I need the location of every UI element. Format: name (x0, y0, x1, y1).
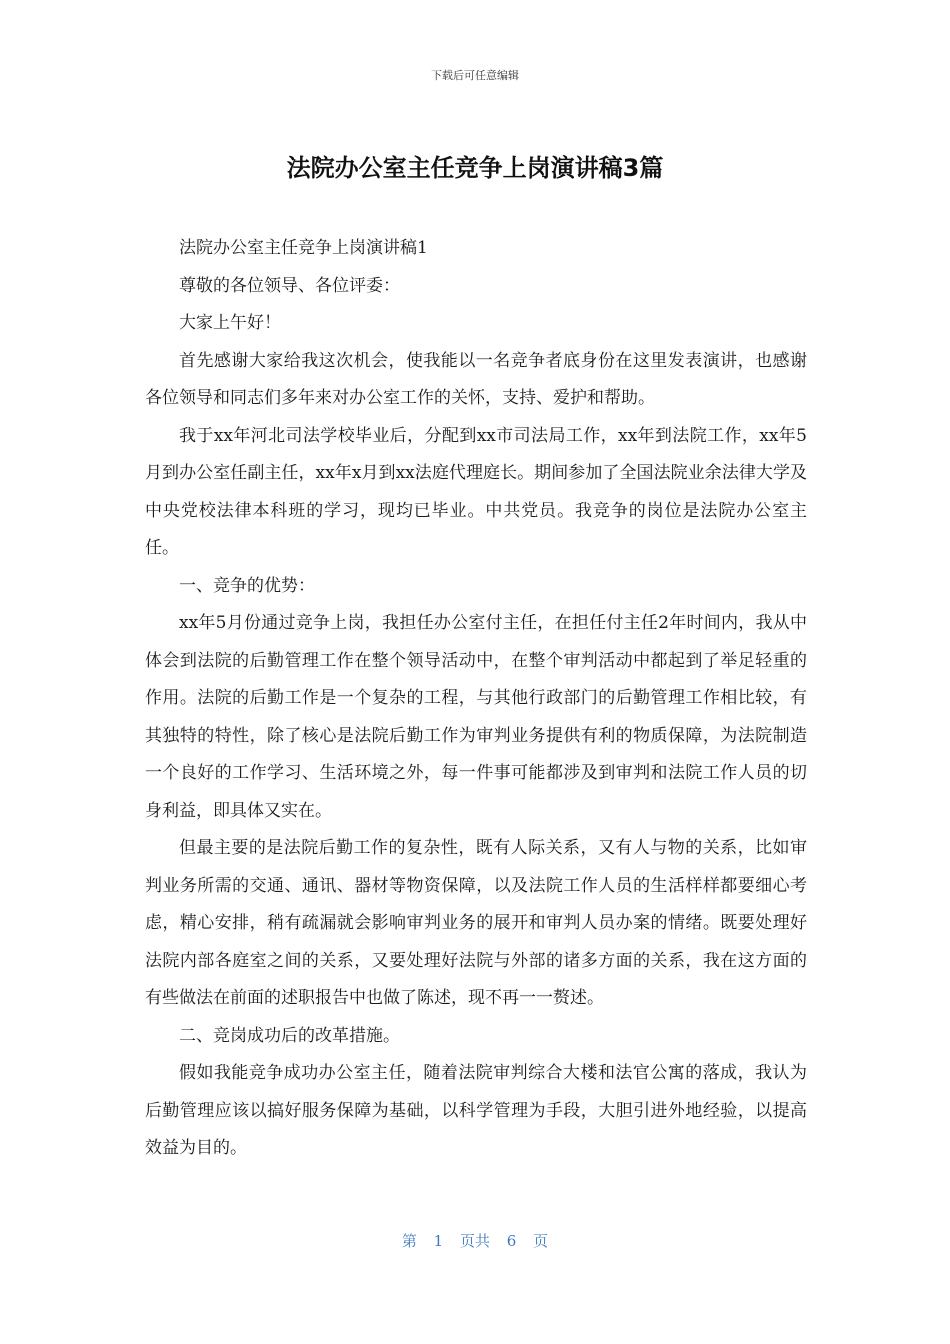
paragraph-section-reforms: 二、竞岗成功后的改革措施。 (179, 1025, 400, 1046)
page-header-note: 下载后可任意编辑 (431, 69, 519, 82)
page-current: 1 (433, 1232, 444, 1250)
page-suffix: 页 (533, 1232, 549, 1250)
paragraph-section-advantages: 一、竞争的优势： (179, 575, 315, 596)
page-total: 6 (506, 1232, 517, 1250)
paragraph-salutation: 尊敬的各位领导、各位评委： (179, 275, 400, 296)
paragraph-thanks: 首先感谢大家给我这次机会，使我能以一名竞争者底身份在这里发表演讲，也感谢各位领导和同志们多年来对办公室工作的关怀，支持、爱护和帮助。 (145, 350, 807, 408)
page-number-footer (0, 1230, 950, 1251)
page-prefix: 第 (401, 1232, 417, 1250)
paragraph-greeting: 大家上午好！ (179, 313, 281, 333)
document-title: 法院办公室主任竞争上岗演讲稿3篇 (286, 154, 664, 182)
paragraph-reforms-detail: 假如我能竞争成功办公室主任，随着法院审判综合大楼和法官公寓的落成，我认为后勤管理应该以搞好服务保障为基础，以科学管理为手段，大胆引进外地经验，以提高效益为目的。 (145, 1063, 807, 1158)
document-body (145, 230, 807, 1168)
page-middle: 页共 (459, 1232, 490, 1250)
paragraph-advantages-detail: xx年5月份通过竞争上岗，我担任办公室付主任，在担任付主任2年时间内，我从中体会到法院的后勤管理工作在整个领导活动中，在整个审判活动中都起到了举足轻重的作用。法院的后勤工作是一个复杂的工程，与其他行政部门的后勤管理工作相比较，有其独特的特性，除了核心是法院后勤工作为审判业务提供有利的物质保障，为法院制造一个良好的工作学习、生活环境之外，每一件事可能都涉及到审判和法院工作人员的切身利益，即具体又实在。 (145, 613, 807, 821)
paragraph-complexity: 但最主要的是法院后勤工作的复杂性，既有人际关系，又有人与物的关系，比如审判业务所需的交通、通讯、器材等物资保障，以及法院工作人员的生活样样都要细心考虑，精心安排，稍有疏漏就会影响审判业务的展开和审判人员办案的情绪。既要处理好法院内部各庭室之间的关系，又要处理好法院与外部的诸多方面的关系，我在这方面的有些做法在前面的述职报告中也做了陈述，现不再一一赘述。 (145, 838, 807, 1008)
paragraph-background: 我于xx年河北司法学校毕业后，分配到xx市司法局工作，xx年到法院工作，xx年5月到办公室任副主任，xx年x月到xx法庭代理庭长。期间参加了全国法院业余法律大学及中央党校法律本科班的学习，现均已毕业。中共党员。我竞争的岗位是法院办公室主任。 (145, 425, 807, 558)
paragraph-speech-heading: 法院办公室主任竞争上岗演讲稿1 (179, 238, 428, 258)
